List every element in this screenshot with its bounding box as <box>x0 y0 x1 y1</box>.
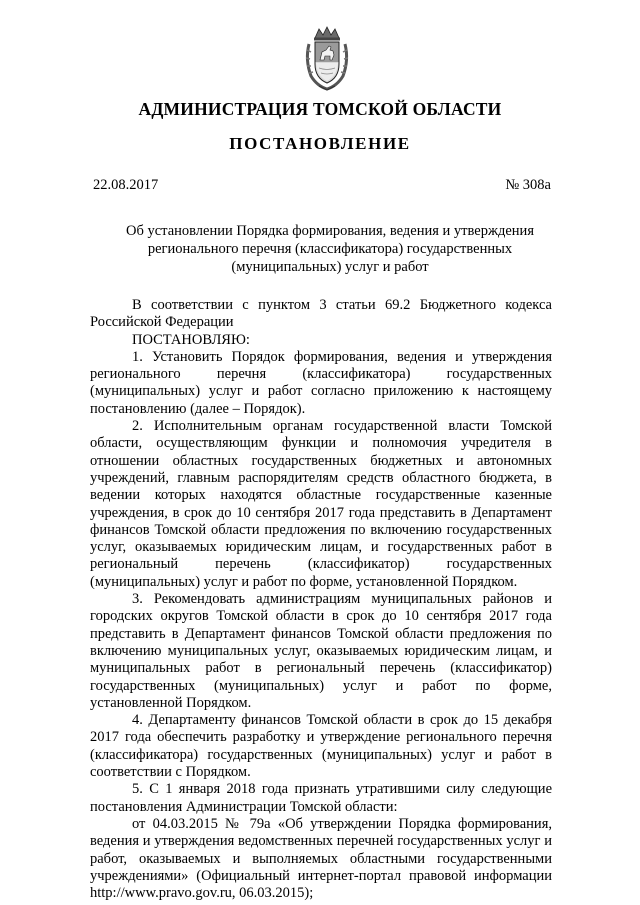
subject-line: Об установлении Порядка формирования, ведения и утверждения <box>126 223 534 239</box>
paragraph-item-3: 3. Рекомендовать администрациям муниципальных районов и городских округов Томской области в срок до 10 сентября 2017 года представить в Департамент финансов Томской области предложения по включению муниципальных услуг, оказываемых юридическим лицам, и муниципальных работ в региональный перечень (классификатор) государственных (муниципальных) услуг и работ по форме, установленной Порядком. <box>90 591 552 711</box>
paragraph-resolve: ПОСТАНОВЛЯЮ: <box>132 331 250 348</box>
document-type: ПОСТАНОВЛЕНИЕ <box>229 134 411 153</box>
paragraph-item-2: 2. Исполнительным органам государственной власти Томской области, осуществляющим функции и полномочия учредителя в отношении областных государственных бюджетных и автономных учреждений, главным распорядителям средств областного бюджета, в ведении которых находятся областные государственные казенные учреждения, в срок до 10 сентября 2017 года представить в Департамент финансов Томской области предложения по включению государственных услуг, оказываемых юридическим лицам, и государственных работ в региональный перечень (классификатор) государственных (муниципальных) услуг и работ по форме, установленной Порядком. <box>90 418 552 590</box>
document-date: 22.08.2017 <box>93 177 159 193</box>
organization-title: АДМИНИСТРАЦИЯ ТОМСКОЙ ОБЛАСТИ <box>138 99 502 119</box>
subject-line: регионального перечня (классификатора) государственных <box>147 241 513 257</box>
paragraph-item-5: 5. С 1 января 2018 года признать утратившими силу следующие постановления Администрации Томской области: <box>90 781 552 815</box>
document-number: № 308а <box>505 177 551 193</box>
paragraph-item-4: 4. Департаменту финансов Томской области в срок до 15 декабря 2017 года обеспечить разработку и утверждение регионального перечня (классификатора) государственных (муниципальных) услуг и работ в соответствии с Порядком. <box>90 712 552 781</box>
subject-line: (муниципальных) услуг и работ <box>231 259 429 275</box>
paragraph-item-1: 1. Установить Порядок формирования, ведения и утверждения регионального перечня (классификатора) государственных (муниципальных) услуг и работ согласно приложению к настоящему постановлению (далее – Порядок). <box>90 348 552 417</box>
document-subject <box>120 222 540 276</box>
paragraph-repealed-act: от 04.03.2015 № 79а «Об утверждении Порядка формирования, ведения и утверждения ведомственных перечней государственных услуг и работ, оказываемых и выполняемых областными государственными учреждениями» (Официальный интернет-портал правовой информации http://www.pravo.gov.ru, 06.03.2015); <box>90 815 552 902</box>
tomsk-region-coat-of-arms-icon <box>303 26 351 92</box>
paragraph-intro: В соответствии с пунктом 3 статьи 69.2 Бюджетного кодекса Российской Федерации <box>90 297 552 331</box>
document-body <box>90 297 552 902</box>
